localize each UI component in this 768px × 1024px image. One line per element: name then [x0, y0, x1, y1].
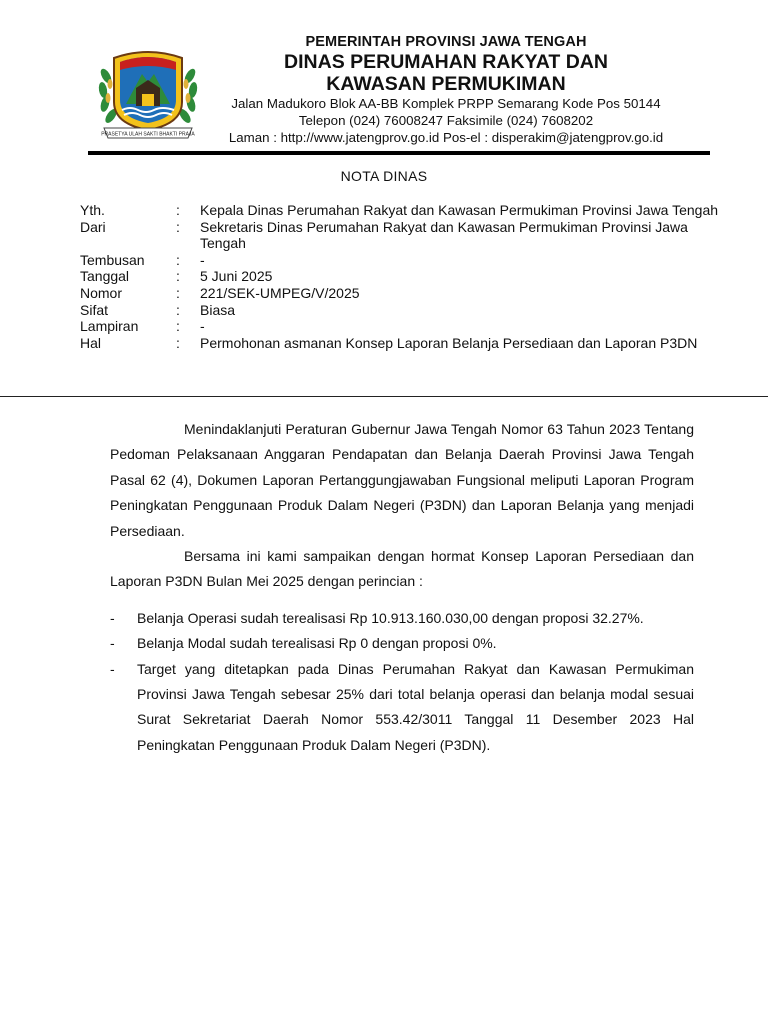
meta-row-lampiran: [80, 318, 720, 335]
meta-row-hal: [80, 335, 720, 352]
meta-value: Permohonan asmanan Konsep Laporan Belanja Persediaan dan Laporan P3DN: [200, 334, 698, 351]
meta-value: 221/SEK-UMPEG/V/2025: [200, 284, 360, 301]
agency-address: Jalan Madukoro Blok AA-BB Komplek PRPP Semarang Kode Pos 50144: [231, 96, 661, 111]
meta-colon: :: [176, 301, 180, 318]
memo-body: [110, 417, 694, 758]
letterhead-text: [200, 34, 692, 146]
meta-value: Biasa: [200, 301, 236, 318]
details-list: [110, 606, 694, 758]
meta-row-tembusan: [80, 252, 720, 269]
meta-value: Sekretaris Dinas Perumahan Rakyat dan Kawasan Permukiman Provinsi Jawa Tengah: [200, 218, 688, 252]
meta-label: Tanggal: [80, 268, 130, 285]
meta-label: Hal: [80, 334, 102, 351]
agency-phone: Telepon (024) 76008247 Faksimile (024) 7608202: [298, 113, 594, 128]
list-item: [110, 606, 694, 631]
meta-label: Tembusan: [80, 251, 145, 268]
memo-header-fields: [80, 202, 720, 351]
meta-value: 5 Juni 2025: [200, 268, 273, 285]
government-name: PEMERINTAH PROVINSI JAWA TENGAH: [305, 34, 587, 50]
letterhead-divider: [88, 151, 710, 155]
svg-text:PRASETYA ULAH SAKTI BHAKTI PRA: PRASETYA ULAH SAKTI BHAKTI PRAJA: [101, 131, 195, 138]
meta-label: Yth.: [80, 202, 105, 218]
list-item: [110, 657, 694, 759]
body-paragraph-2: Bersama ini kami sampaikan dengan hormat Konsep Laporan Persediaan dan Laporan P3DN Bulan Mei 2025 dengan perincian :: [110, 548, 694, 590]
document-title: NOTA DINAS: [340, 168, 428, 184]
list-item-text: Belanja Modal sudah terealisasi Rp 0 dengan proposi 0%.: [137, 635, 497, 652]
meta-colon: :: [176, 268, 180, 285]
meta-colon: :: [176, 318, 180, 335]
meta-label: Lampiran: [80, 318, 139, 335]
meta-value: Kepala Dinas Perumahan Rakyat dan Kawasan Permukiman Provinsi Jawa Tengah: [200, 202, 719, 218]
meta-colon: :: [176, 284, 180, 301]
bullet-dash: -: [110, 635, 115, 652]
bullet-dash: -: [110, 609, 115, 626]
meta-colon: :: [176, 218, 180, 235]
meta-label: Sifat: [80, 301, 109, 318]
meta-label: Nomor: [80, 284, 123, 301]
meta-colon: :: [176, 251, 180, 268]
agency-name-line2: KAWASAN PERMUKIMAN: [326, 73, 566, 95]
agency-web-email: Laman : http://www.jatengprov.go.id Pos-el : disperakim@jatengprov.go.id: [228, 130, 664, 145]
header-separator: [0, 396, 768, 397]
meta-value: -: [200, 318, 205, 335]
body-paragraph-1: Menindaklanjuti Peraturan Gubernur Jawa Tengah Nomor 63 Tahun 2023 Tentang Pedoman Pelaksanaan Anggaran Pendapatan dan Belanja Daerah Provinsi Jawa Tengah Pasal 62 (4), Dokumen Laporan Pertanggungjawaban Fungsional meliputi Laporan Program Peningkatan Penggunaan Produk Dalam Negeri (P3DN) dan Laporan Belanja yang menjadi Persediaan.: [110, 421, 694, 539]
bullet-dash: -: [110, 660, 115, 677]
meta-label: Dari: [80, 218, 106, 235]
list-item-text: Belanja Operasi sudah terealisasi Rp 10.913.160.030,00 dengan proposi 32.27%.: [137, 609, 644, 626]
meta-value: -: [200, 251, 205, 268]
meta-row-yth: [80, 202, 720, 219]
province-emblem-logo: [96, 44, 200, 142]
meta-row-nomor: [80, 285, 720, 302]
letterhead: [0, 0, 768, 160]
list-item: [110, 631, 694, 656]
meta-colon: :: [176, 202, 180, 218]
list-item-text: Target yang ditetapkan pada Dinas Perumahan Rakyat dan Kawasan Permukiman Provinsi Jawa Tengah sebesar 25% dari total belanja operasi dan belanja modal sesuai Surat Sekretariat Daerah Nomor 553.42/3011 Tanggal 11 Desember 2023 Hal Peningkatan Penggunaan Produk Dalam Negeri (P3DN).: [137, 660, 694, 753]
agency-name-line1: DINAS PERUMAHAN RAKYAT DAN: [284, 51, 608, 73]
meta-row-dari: [80, 219, 720, 252]
meta-colon: :: [176, 334, 180, 351]
meta-row-sifat: [80, 302, 720, 319]
meta-row-tanggal: [80, 268, 720, 285]
